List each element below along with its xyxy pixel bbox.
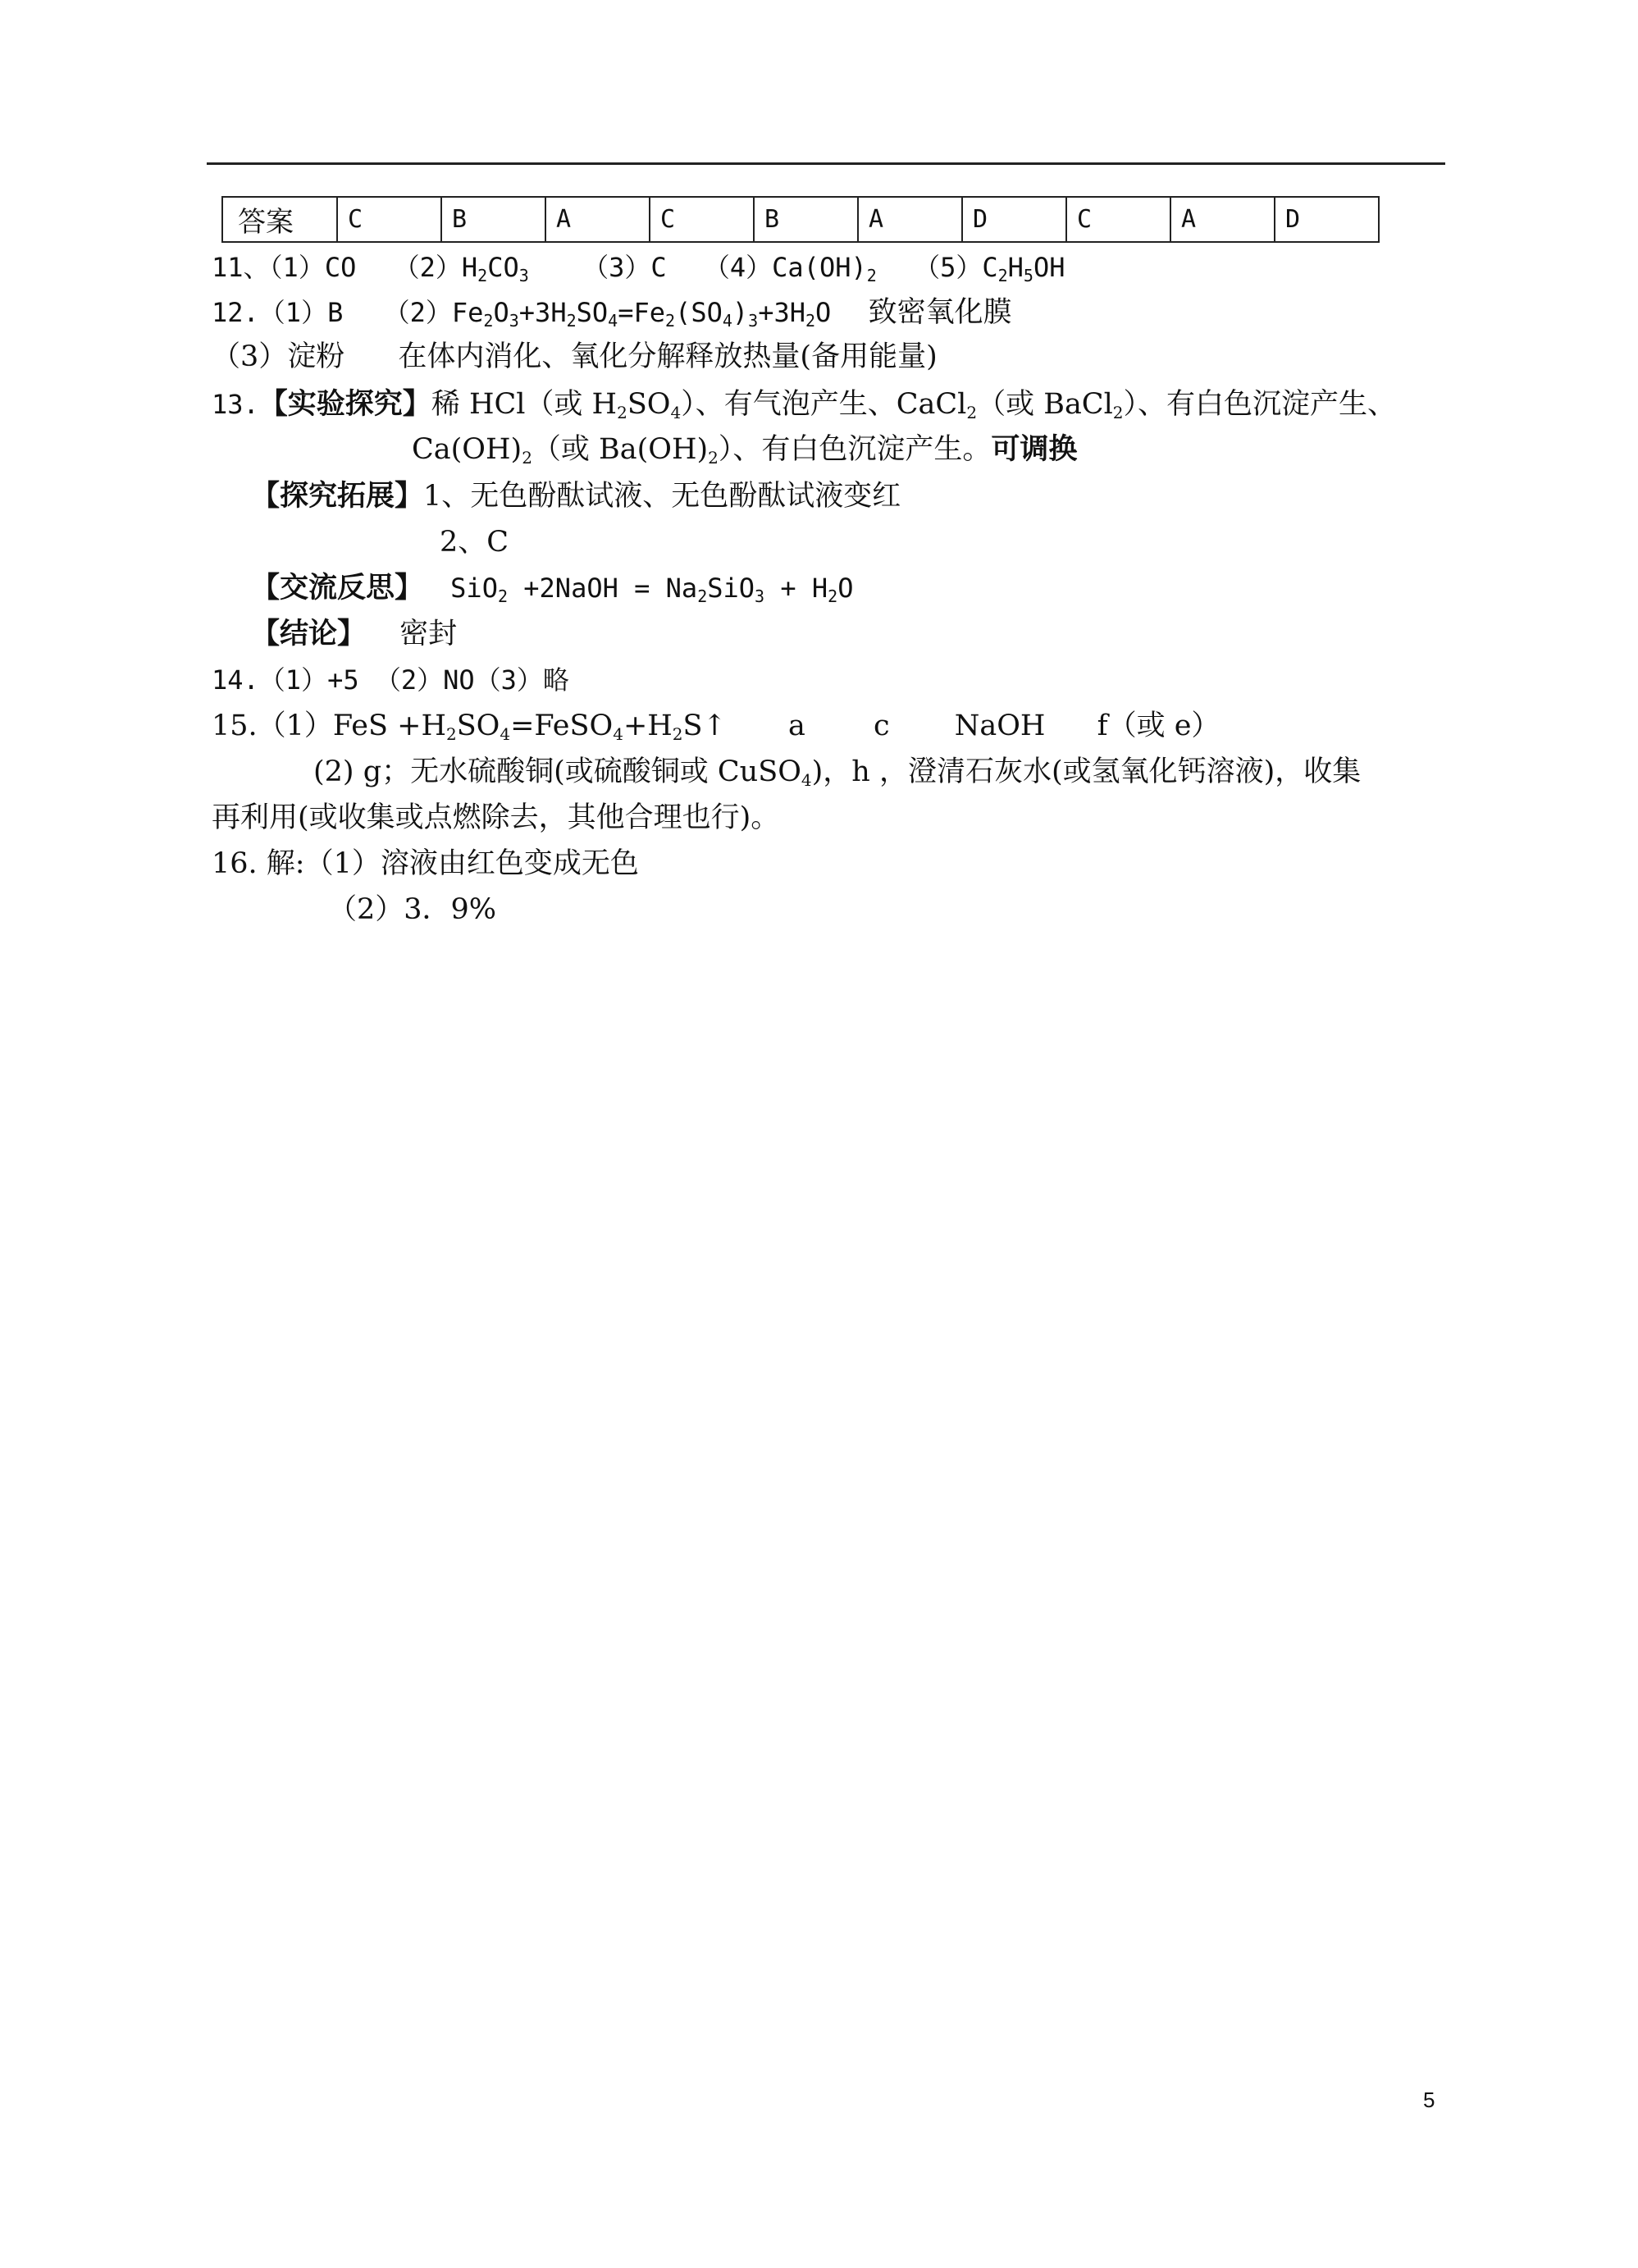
answer-part: （2）Fe xyxy=(383,297,484,328)
answer-part: + H xyxy=(780,573,828,604)
answer-cell: C xyxy=(337,197,441,242)
answer-part: SiO xyxy=(707,573,755,604)
answer-cell: C xyxy=(650,197,754,242)
answer-part: +2NaOH = Na xyxy=(523,573,698,604)
answer-12-part3 xyxy=(212,338,938,376)
question-number: 12. xyxy=(212,297,259,328)
answer-part: ) xyxy=(732,297,749,328)
answer-part: 在体内消化、氧化分解释放热量(备用能量) xyxy=(398,340,938,373)
subscript: 2 xyxy=(1112,403,1124,422)
answer-part: 14.（1）+5 （2）NO（3）略 xyxy=(212,664,569,696)
answer-15-line2 xyxy=(313,753,1361,791)
answer-15-line3 xyxy=(212,799,779,837)
answer-part: O xyxy=(837,573,854,604)
answer-15-line1 xyxy=(212,707,1220,745)
subscript: 4 xyxy=(500,724,511,744)
answer-part: ）、有白色沉淀产生、 xyxy=(1123,388,1397,421)
question-number: 11、 xyxy=(212,252,270,283)
subscript: 2 xyxy=(828,586,838,606)
answer-13-conclusion xyxy=(251,615,457,653)
section-tag: 【交流反思】 xyxy=(251,571,424,605)
page-number: 5 xyxy=(1423,2088,1435,2112)
subscript: 2 xyxy=(805,311,816,331)
answer-part: （或 Ba(OH) xyxy=(532,433,709,466)
subscript: 3 xyxy=(518,266,529,285)
answer-part: SO xyxy=(627,388,671,421)
answer-table xyxy=(221,196,1380,243)
answer-part: O xyxy=(493,297,509,328)
answer-part: 1、无色酚酞试液、无色酚酞试液变红 xyxy=(423,480,901,513)
subscript: 4 xyxy=(801,770,812,790)
section-tag: 【实验探究】 xyxy=(258,387,431,421)
answer-13-extension xyxy=(251,477,901,515)
answer-cell: D xyxy=(1275,197,1379,242)
answer-part: f（或 e） xyxy=(1097,710,1221,742)
section-tag: 【探究拓展】 xyxy=(251,479,424,513)
answer-part: （3）淀粉 xyxy=(212,340,345,373)
answer-part: （4）Ca(OH) xyxy=(703,252,867,283)
subscript: 2 xyxy=(997,266,1008,285)
answer-part: ）、有白色沉淀产生。 xyxy=(718,433,992,466)
answer-part: （1）B xyxy=(258,297,344,328)
answer-cell: B xyxy=(441,197,545,242)
answer-12 xyxy=(212,294,1012,331)
answer-13-line2 xyxy=(412,431,1077,468)
subscript: 2 xyxy=(672,724,683,744)
answer-part: （3）C xyxy=(582,252,667,283)
subscript: 4 xyxy=(608,311,618,331)
answer-part: S↑ xyxy=(682,710,727,742)
subscript: 2 xyxy=(866,266,877,285)
answer-part: SO xyxy=(576,297,609,328)
answer-part: OH xyxy=(1033,252,1065,283)
subscript: 3 xyxy=(755,586,765,606)
subscript: 2 xyxy=(708,448,719,468)
answer-16-line2 xyxy=(328,891,496,929)
answer-13-extension-2 xyxy=(440,523,509,561)
subscript: 4 xyxy=(613,724,623,744)
answer-part: (2) g；无水硫酸铜(或硫酸铜或 CuSO xyxy=(313,755,801,788)
answer-part: =Fe xyxy=(618,297,665,328)
subscript: 4 xyxy=(670,403,682,422)
answer-cell: A xyxy=(1170,197,1275,242)
answer-cell: A xyxy=(858,197,962,242)
subscript: 2 xyxy=(697,586,708,606)
question-number: 13. xyxy=(212,389,259,420)
subscript: 3 xyxy=(509,311,519,331)
answer-part: CO xyxy=(487,252,519,283)
subscript: 3 xyxy=(748,311,759,331)
answer-part: 致密氧化膜 xyxy=(868,296,1012,329)
answer-part: 16. 解:（1）溶液由红色变成无色 xyxy=(212,847,639,880)
subscript: 4 xyxy=(722,311,732,331)
answer-part: c xyxy=(874,710,890,742)
answer-11 xyxy=(212,249,1065,286)
answer-part: SiO xyxy=(450,573,498,604)
answer-part: 2、C xyxy=(440,526,509,559)
answer-part: 15.（1）FeS +H xyxy=(212,710,446,742)
answer-cell: A xyxy=(545,197,650,242)
answer-part: （2）3．9% xyxy=(328,893,497,926)
subscript: 2 xyxy=(522,448,532,468)
answer-16-line1 xyxy=(212,845,639,883)
answer-cell: D xyxy=(962,197,1066,242)
answer-13-line1 xyxy=(212,386,1396,423)
section-tag: 【结论】 xyxy=(251,617,367,650)
answer-part: =FeSO xyxy=(510,710,614,742)
answer-part: 密封 xyxy=(399,618,458,650)
answer-part: ）、有气泡产生、CaCl xyxy=(681,388,967,421)
subscript: 2 xyxy=(617,403,627,422)
answer-part: (SO xyxy=(675,297,723,328)
subscript: 2 xyxy=(445,724,457,744)
answer-part: 再利用(或收集或点燃除去，其他合理也行)。 xyxy=(212,801,780,834)
subscript: 2 xyxy=(483,311,494,331)
answer-part: （1）CO xyxy=(269,252,357,283)
answer-cell: C xyxy=(1066,197,1170,242)
answer-13-reflection xyxy=(251,569,853,607)
answer-part: 可调换 xyxy=(991,432,1078,466)
answer-part: O xyxy=(815,297,832,328)
answer-part: NaOH xyxy=(954,710,1046,742)
subscript: 5 xyxy=(1023,266,1033,285)
answer-part: +H xyxy=(623,710,673,742)
subscript: 2 xyxy=(665,311,676,331)
answer-part: +3H xyxy=(758,297,805,328)
answer-14 xyxy=(212,661,569,699)
answer-cell: B xyxy=(754,197,858,242)
answer-part: SO xyxy=(456,710,500,742)
answer-part: H xyxy=(1007,252,1024,283)
subscript: 2 xyxy=(497,586,508,606)
header-rule xyxy=(207,162,1445,165)
answer-part: a xyxy=(787,710,805,742)
answer-part: +3H xyxy=(518,297,567,328)
equation xyxy=(450,573,853,604)
table-row xyxy=(222,197,1379,242)
answer-part: （5）C xyxy=(914,252,998,283)
answer-part: 稀 HCl（或 H xyxy=(431,388,618,421)
answer-part: Ca(OH) xyxy=(412,433,522,466)
subscript: 2 xyxy=(966,403,978,422)
subscript: 2 xyxy=(566,311,577,331)
answer-part: （2）H xyxy=(393,252,478,283)
answer-part: （或 BaCl xyxy=(977,388,1113,421)
answer-part: )，h ，澄清石灰水(或氢氧化钙溶液)，收集 xyxy=(811,755,1362,788)
subscript: 2 xyxy=(477,266,488,285)
answer-header: 答案 xyxy=(222,197,337,242)
